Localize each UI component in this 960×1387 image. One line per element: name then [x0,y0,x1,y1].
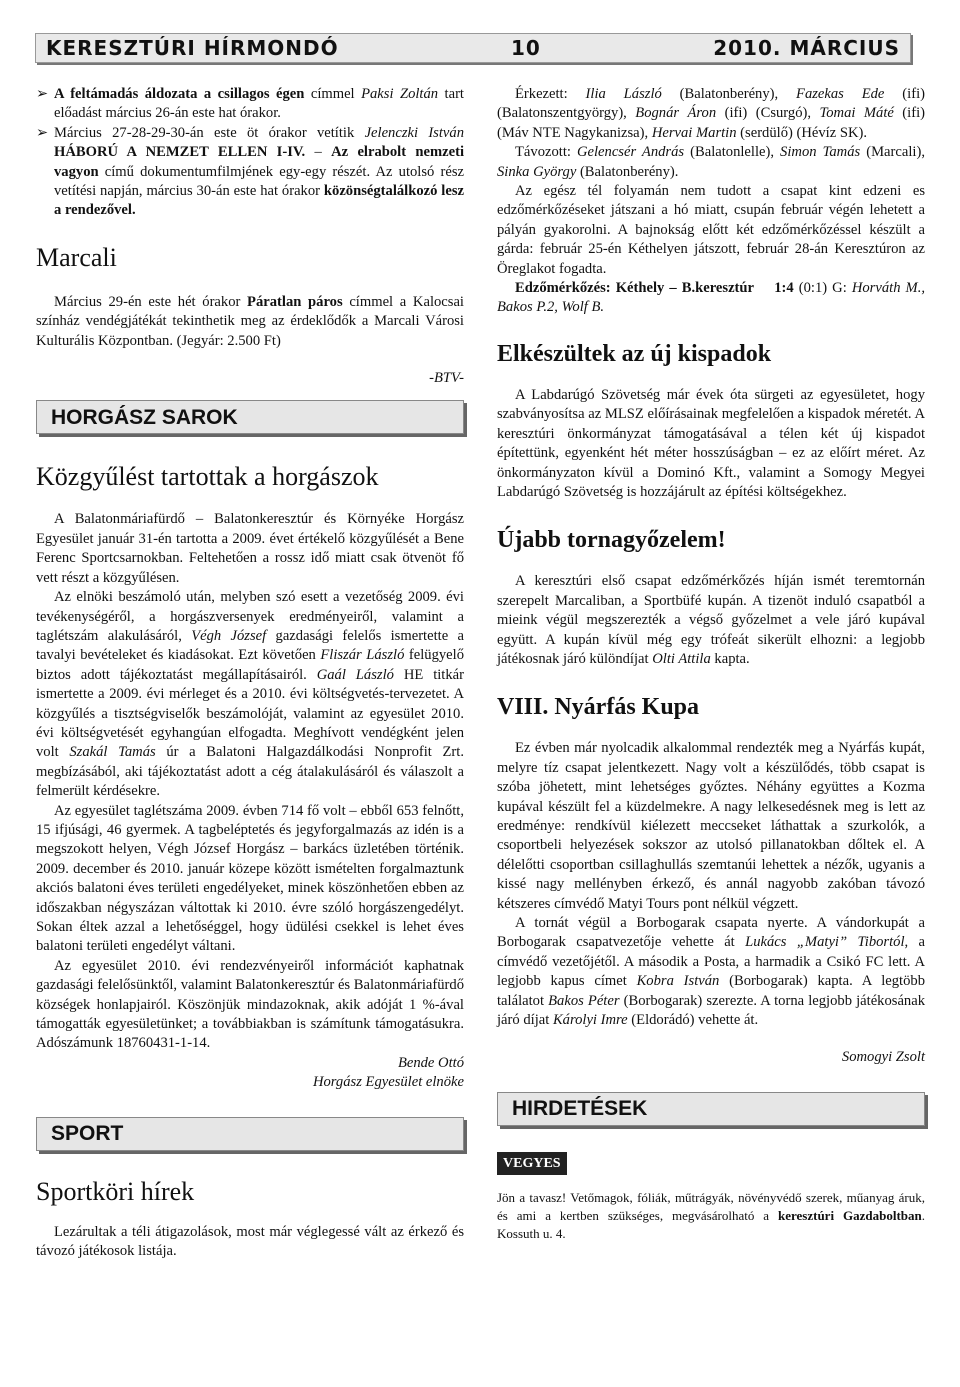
kozgyules-paragraph: Az elnöki beszámoló után, melyben szó esett a vezetőség 2009. évi tevékenységéről, a horgászversenyek eredményeiről, valamint a taglétszám alakulásáról, Végh József gazdasági felelős ismertette a tavalyi bevételeket és kiadásokat. Ezt követően Fliszár László felügyelő biztos adott tájékoztatást megállapításairól. Gaál László HE titkár ismertette a 2009. évi mérleget és a 2010. évi költségvetés-tervezetet. A közgyűlés a tisztségviselők beszámolóját, valamint az egyesület 2010. évi költségvetését egyhangúan elfogadta. Meghívott vendégként jelen volt Szakál Tamás úr a Balatoni Halgazdálkodási Nonprofit Zrt. megbízásából, aki tájékoztatást adott a cég átalakulásáról és válaszolt a felmerült kérdésekre. [36,589,464,800]
right-column [497,85,925,1243]
nyarfas-paragraph: A tornát végül a Borbogarak csapata nyerte. A vándorkupát a Borbogarak csapatvezetője vehette át Lukács „Matyi” Tibortól, a címvédő vezetőjétől. A második a Posta, a harmadik a Csikó FC lett. A legjobb kapus címet Kobra István (Borbogarak) kapta. A legtöbb találatot Bakos Péter (Borbogarak) szerezte. A torna legjobb játékosának járó díjat Károlyi Imre (Eldorádó) vehette át. [497,915,926,1029]
masthead [35,33,911,63]
kispad-heading: Elkészültek az új kispadok [497,340,772,367]
section-box-horgasz: HORGÁSZ SAROK [36,400,464,434]
section-box-sport: SPORT [36,1117,464,1151]
arrow-bullet-icon: ➢ [36,86,49,102]
sporthirek-heading: Sportköri hírek [36,1176,195,1206]
event-item-lecture: ➢ A feltámadás áldozata a csillagos égen címmel Paksi Zoltán tart előadást március 26-án este hat órakor. [36,86,464,122]
tornagyozelem-heading: Újabb tornagyőzelem! [497,527,726,554]
sporthirek-text: Lezárultak a téli átigazolások, most már véglegessé vált az érkező és távozó játékosok listája. [36,1223,464,1260]
marcali-text: Március 29-én este hét órakor Páratlan páros címmel a Kalocsai színház vendégjátékát tekinthetik meg az érdeklődők a Marcali Városi Kulturális Központban. (Jegyár: 2.500 Ft) [36,293,464,349]
vegyes-label: VEGYES [497,1152,567,1175]
marcali-heading: Marcali [36,242,117,272]
signature-title: Horgász Egyesület elnöke [312,1074,464,1091]
kispad-paragraph: A Labdarúgó Szövetség már évek óta sürgeti az egyesületet, hogy szabványosítsa az MLSZ előírásainak megfelelően a kispadok méretét. A keresztúri önkormányzat támogatásával a télen két új kispadot építettünk, egyenként hét méter hosszúságban – ez az előírt méret. Az önkormányzaton kívül a Dominó Kft., valamint a Somogy Megyei Labdarúgó Szövetség is hozzájárult az építési költségekhez. [497,386,925,500]
kozgyules-paragraph: Az egyesület taglétszáma 2009. évben 714 fő volt – ebből 653 felnőtt, 15 ifjúsági, 46 gyermek. A tagbeléptetés és jegyforgalmazás az idén is a megszokott helyen, Végh József Horgász – barkács üzletében történik. 2009. december és 2010. január közepe között ismételten forgalmaztunk akciós balatoni éves területi engedélyeket, minek köszönhetően ebben az időszakban négyszázan váltottak ki 2010. évre szóló horgászengedélyt. Sokan éltek azzal a lehetőséggel, hogy üdülési csekkel is lehet éves balatoni területi engedélyt váltani. [36,802,464,955]
signature-name: Bende Ottó [397,1054,464,1071]
tornagyozelem-paragraph: A keresztúri első csapat edzőmérkőzés híján ismét teremtornán szerepelt Marcaliban, a Sportbüfé kupán. A tizenöt induló csapatból a mieink végül megszerezték a végső győzelmet a vele járó kupával együtt. A kupán kívül még egy trófeát sikerült elhozni: a legjobb játékosnak járó különdíjat Olti Attila kapta. [497,573,925,667]
nyarfas-paragraph: Ez évben már nyolcadik alkalommal rendezték meg a Nyárfás kupát, melyre tíz csapat jelentkezett. Nagy volt a készülődés, több csapat is szóba jöhetett, mint lehetséges győztes. Néhány együttes a Kozma kupával készült fel a küzdelmekre. A nagy lelkesedésnek meg is lett az eredménye: rendkívül kiélezett meccseket láthattak a szurkolók, a csoportbeli helyezések sokszor az utolsó pillanatokban dőltek el. A délelőtti csoportban csillaghullás szemtanúi lehettek a nézők, ugyanis a kissé nagy mellényben érkező, és annál nagyobb zakóban távozó kétszeres címvédő Matyi Tours pont nélkül végzett. [497,740,925,912]
departures-paragraph: Távozott: Gelencsér András (Balatonlelle), Simon Tamás (Marcali), Sinka György (Balatonberény). [497,144,925,180]
nyarfas-heading: VIII. Nyárfás Kupa [497,694,700,721]
newspaper-name: KERESZTÚRI HÍRMONDÓ [46,36,339,60]
issue-date: 2010. MÁRCIUS [713,36,900,60]
training-paragraph: Az egész tél folyamán nem tudott a csapat kint edzeni es edzőmérkőzéseket játszani a hó miatt, csupán február végén lehetett a pályán gyakorolni. A bajnokság előtt két edzőmérkőzéssel készült a gárda: február 25-én Kéthelyen játszott, február 28-án Keresztúron az Öreglakot fogadta. [497,183,925,277]
match-result: Edzőmérkőzés: Kéthely – B.keresztúr 1:4 (0:1) G: Horváth M., Bakos P.2, Wolf B. [497,280,925,316]
btv-signature: -BTV- [429,370,464,387]
signature-somogyi: Somogyi Zsolt [841,1049,925,1066]
arrow-bullet-icon: ➢ [36,124,49,141]
kozgyules-paragraph: A Balatonmáriafürdő – Balatonkeresztúr és Környéke Horgász Egyesület január 31-én tartotta a 2009. évet értékelő közgyűlését a Bene Ferenc Sportcsarnokban. Feltehetően a rossz idő miatt csak ötvenöt fő vett részt a közgyűlésen. [36,511,464,586]
section-box-hirdetesek: HIRDETÉSEK [497,1092,925,1126]
page-number: 10 [511,36,541,60]
arrivals-paragraph: Érkezett: Ilia László (Balatonberény), Fazekas Ede (ifi) (Balatonszentgyörgy), Bognár Áron (ifi) (Csurgó), Tomai Máté (ifi) (Máv NTE Nagykanizsa), Hervai Martin (serdülő) (Hévíz SK). [497,86,925,141]
kozgyules-paragraph: Az egyesület 2010. évi rendezvényeiről információt kaphatnak gazdasági felelősünktől, valamint Balatonkeresztúr és Balatonmáriafürdő községek honlapjairól. Köszönjük mindazoknak, akik adóját 1 %-ával támogatták egyesületünket; a továbbiakban is számítunk támogatásukra. Adószámunk 18760431-1-14. [36,957,464,1052]
left-column [36,85,464,1261]
vegyes-ad-text: Jön a tavasz! Vetőmagok, fóliák, műtrágyák, növényvédő szerek, műanyag áruk, és ami a kertben szükséges, megvásárolható a keresztúri Gazdaboltban. Kossuth u. 4. [497,1190,925,1242]
kozgyules-heading: Közgyűlést tartottak a horgászok [36,462,379,492]
event-item-film: ➢ Március 27-28-29-30-án este öt órakor vetítik Jelenczki István HÁBORÚ A NEMZET ELLEN I-IV. – Az elrabolt nemzeti vagyon című dokumentumfilmjének egy-egy részét. Az utolsó rész vetítési napján, március 30-án este hat órakor közönségtalálkozó lesz a rendezővel. [36,124,465,219]
